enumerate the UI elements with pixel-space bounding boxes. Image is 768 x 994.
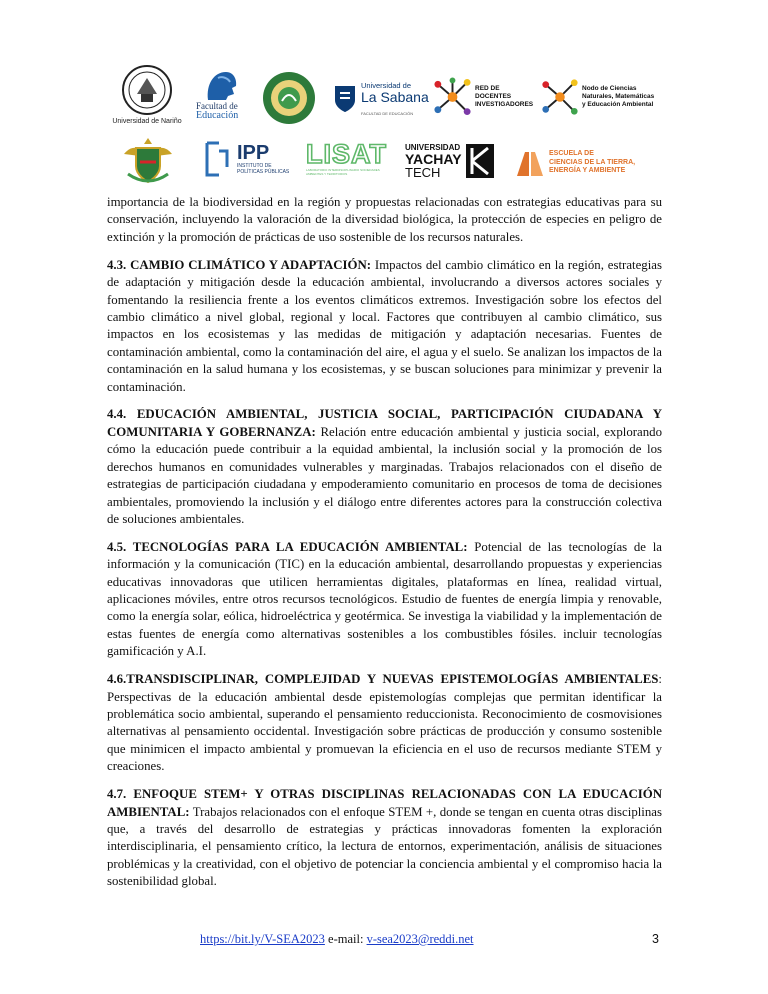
lisat-sub: LABORATORIO INTERDISCIPLINARIO SOCIEDADES AMBIENTES Y TERRITORIOS — [306, 168, 380, 176]
sabana-shield-icon — [333, 84, 357, 114]
udenar-label: Universidad de Nariño — [112, 118, 182, 125]
section-text: Relación entre educación ambiental y justicia social, explorando cómo la educación puede contribuir a la equidad ambiental, la inclusión social y la promoción de los derechos humanos en comunidades vulnerables y marginadas. Trabajos relacionados con el diseño de estrategias de participación ciudadana y empoderamiento comunitario en procesos de toma de decisiones ambientales, promoviendo la inclusión y el diálogo entre diferentes actores para la construcción colectiva de soluciones ambientales. — [107, 424, 662, 526]
document-body — [107, 194, 662, 901]
red-label-2: INVESTIGADORES — [475, 101, 534, 108]
logo-escuela-ciencias — [515, 146, 655, 180]
sabana-top: Universidad de — [361, 80, 412, 90]
paragraph-biodiversidad — [107, 194, 662, 246]
yachay-mid: YACHAY — [405, 151, 462, 167]
coat-of-arms-icon — [118, 134, 178, 188]
green-seal-icon — [262, 71, 316, 125]
section-heading: 4.6.TRANSDISCIPLINAR, COMPLEJIDAD Y NUEVAS EPISTEMOLOGÍAS AMBIENTALES — [107, 672, 659, 687]
escuela-label-3: ENERGÍA Y AMBIENTE — [549, 167, 626, 175]
facultad-label-1: Facultad de — [196, 101, 238, 111]
facultad-head-icon — [204, 70, 238, 102]
ipp-bracket-icon — [205, 141, 235, 177]
section-4-4 — [107, 406, 662, 528]
section-heading: 4.3. CAMBIO CLIMÁTICO Y ADAPTACIÓN: — [107, 257, 372, 272]
logo-universidad-narino — [112, 64, 182, 130]
logo-red-docentes — [432, 74, 536, 120]
ipp-sub-1: INSTITUTO DE — [237, 163, 272, 169]
section-heading: 4.5. TECNOLOGÍAS PARA LA EDUCACIÓN AMBIENTAL: — [107, 539, 468, 554]
escuela-label-1: ESCUELA DE — [549, 150, 594, 158]
page-number: 3 — [652, 932, 659, 946]
section-text: Potencial de las tecnologías de la información y la comunicación (TIC) en la educación ambiental, desarrollando propuestas y experiencias educativas innovadoras que utilicen herramientas digitales, plataformas en línea, realidad virtual, aplicaciones móviles, entre otros recursos tecnológicos. Estudio de fuentes de energía limpia y renovable, como la energía solar, eólica, hidroeléctrica y geotérmica. Se investiga la viabilidad y la implementación de estas fuentes de energía como alternativas sostenibles a los combustibles fósiles. incluir tecnologías gamificación y A.I. — [107, 539, 663, 659]
ipp-sub-2: POLÍTICAS PÚBLICAS — [237, 169, 290, 175]
ipp-main: IPP — [237, 142, 270, 164]
section-heading: 4.4. EDUCACIÓN AMBIENTAL, JUSTICIA SOCIAL, PARTICIPACIÓN CIUDADANA Y COMUNITARIA Y GOBERNANZA: — [107, 407, 662, 439]
nodo-label-3: y Educación Ambiental — [582, 101, 654, 108]
section-text: Trabajos relacionados con el enfoque STEM +, donde se tengan en cuenta otras disciplinas que, a través del desarrollo de estrategias y prácticas innovadoras fomenten la exploración interdisciplinaria, el pensamiento crítico, la lectura de entornos, experimentación, análisis de situaciones problémicas y la creatividad, con el objetivo de potenciar la conciencia ambiental y el compromiso hacia la sostenibilidad global. — [107, 804, 662, 889]
lisat-main: LISAT — [306, 139, 387, 169]
section-text: Impactos del cambio climático en la región, estrategias de adaptación y mitigación desde la educación ambiental, involucrando a diversos actores sociales y fomentando la resiliencia frente a los eventos climáticos extremos. Investigación sobre los efectos del cambio climático a nivel global, regional y local. Factores que contribuyen al cambio climático, sus impactos en los ecosistemas y las medidas de mitigación y adaptación necesarias. Fuentes de contaminación ambiental, como la contaminación del aire, el agua y el suelo. Se analizan los impactos de la contaminación en la salud humana y los ecosistemas, y se buscan soluciones para minimizar y prevenir la contaminación. — [107, 257, 662, 394]
facultad-label-2: Educación — [196, 110, 239, 121]
logo-yachay-tech — [405, 140, 503, 182]
logo-lisat — [306, 140, 388, 182]
yachay-mark-icon — [466, 144, 494, 178]
sabana-sub: FACULTAD DE EDUCACIÓN — [361, 110, 414, 116]
logo-universidad-sabana — [333, 76, 429, 122]
sabana-main: La Sabana — [361, 88, 429, 105]
logo-circular-green — [262, 71, 316, 125]
logo-nodo-ciencias — [540, 74, 660, 120]
section-text: : Perspectivas de la educación ambiental desde epistemologías complejas que permitan identificar la problemática socio ambiental, superando el pensamiento reduccionista. Reconocimiento de cosmovisiones alternativas al pensamiento occidental. Investigación sobre prácticas de producción y consumo sostenible que minimicen el impacto ambiental y promuevan la eficiencia en el uso de recursos mediante STEM y creaciones. — [107, 672, 662, 774]
nodo-label-2: Naturales, Matemáticas — [582, 93, 655, 100]
footer-links — [200, 932, 474, 947]
section-4-6 — [107, 671, 662, 775]
section-4-7 — [107, 786, 662, 890]
footer-email-link[interactable]: v-sea2023@reddi.net — [366, 932, 474, 946]
section-4-5 — [107, 539, 662, 661]
yachay-top: UNIVERSIDAD — [405, 143, 461, 152]
paragraph-text: importancia de la biodiversidad en la región y propuestas relacionadas con estrategias educativas para su conservación, incluyendo la valoración de la diversidad biológica, la protección de especies en peligro de extinción y la promoción de prácticas de uso sostenible de los recursos naturales. — [107, 195, 662, 244]
yachay-bot: TECH — [405, 165, 441, 180]
logo-facultad-educacion — [196, 70, 248, 128]
logo-coat-of-arms — [118, 134, 178, 188]
logo-ipp — [205, 138, 301, 180]
network-icon-2 — [540, 77, 580, 117]
footer-url-link[interactable]: https://bit.ly/V-SEA2023 — [200, 932, 325, 946]
nodo-label-1: Nodo de Ciencias — [582, 85, 637, 92]
red-label-1: RED DE DOCENTES — [475, 85, 512, 100]
section-4-3 — [107, 257, 662, 396]
escuela-label-2: CIENCIAS DE LA TIERRA, — [549, 158, 636, 166]
escuela-mark-icon — [515, 148, 545, 178]
section-heading: 4.7. ENFOQUE STEM+ Y OTRAS DISCIPLINAS RELACIONADAS CON LA EDUCACIÓN AMBIENTAL: — [107, 787, 662, 819]
network-icon — [432, 76, 473, 118]
udenar-seal-icon — [121, 64, 173, 116]
footer-email-label: e-mail: — [324, 932, 367, 946]
